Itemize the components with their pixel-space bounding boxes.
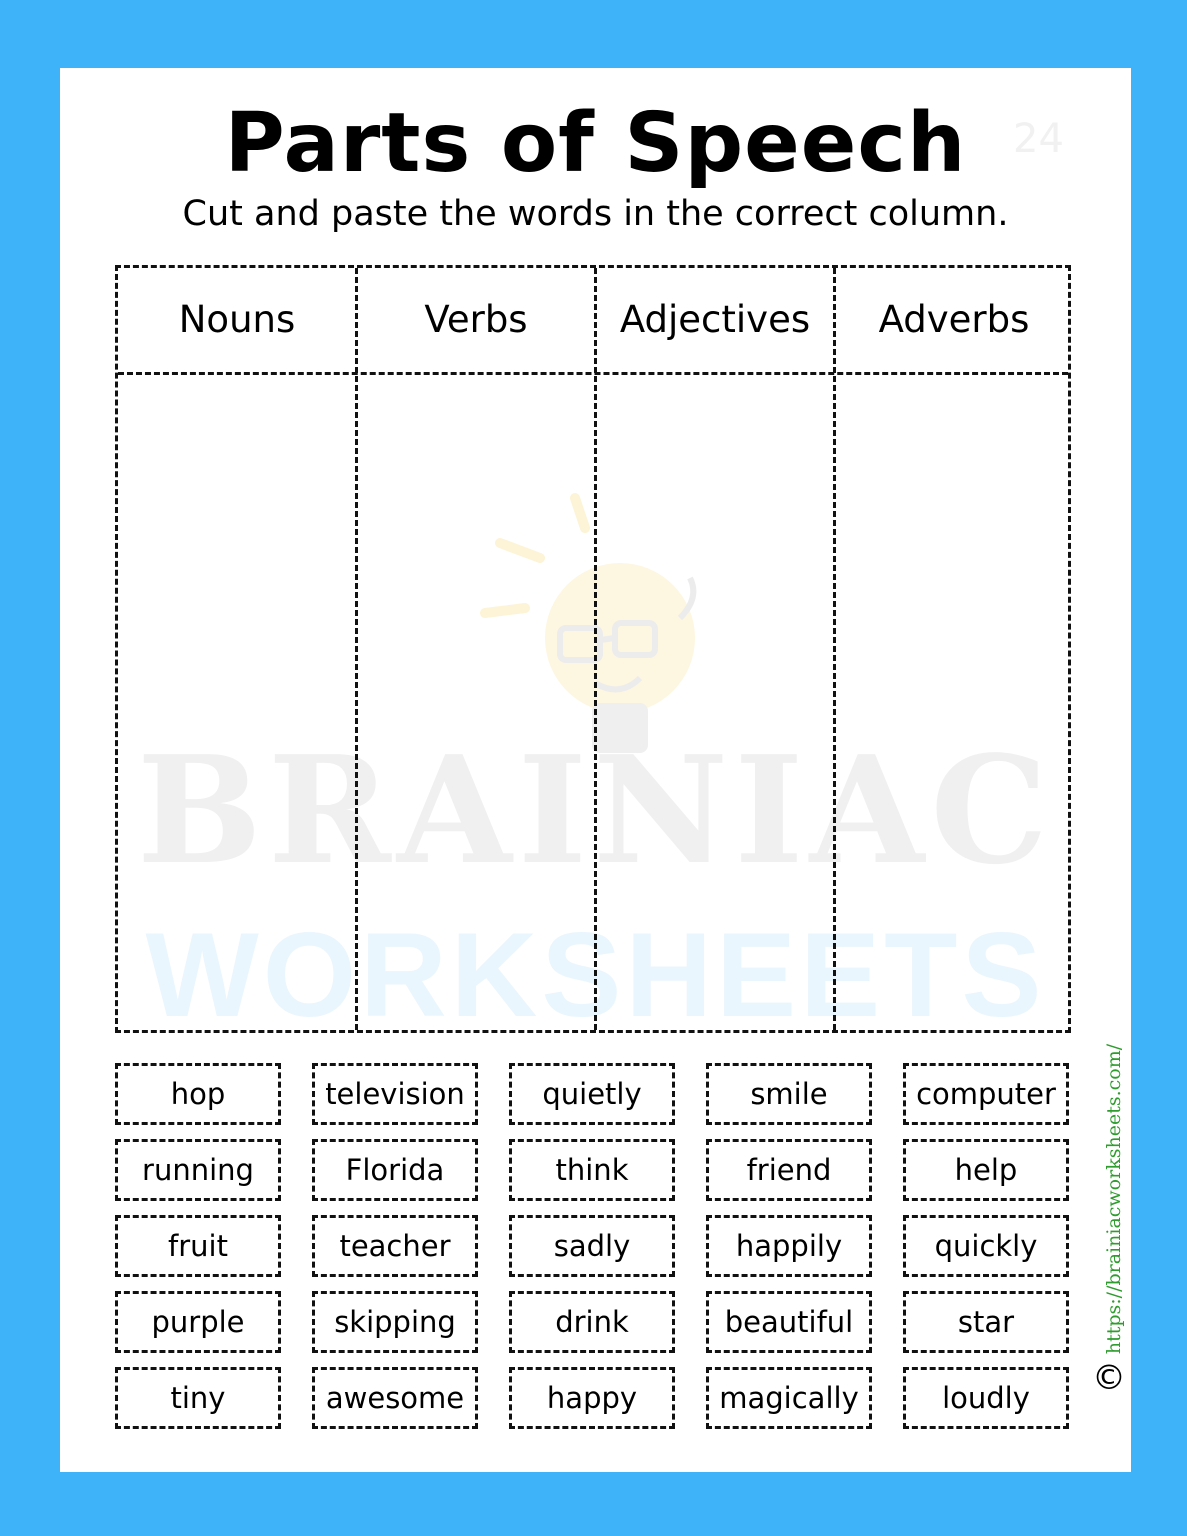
worksheet-page	[60, 68, 1131, 1472]
watermark-brainiac: BRAINIAC	[136, 723, 1055, 897]
word-card[interactable]: drink	[509, 1291, 675, 1353]
word-card[interactable]: friend	[706, 1139, 872, 1201]
word-card[interactable]: sadly	[509, 1215, 675, 1277]
word-card[interactable]: purple	[115, 1291, 281, 1353]
column-divider	[594, 268, 597, 1030]
column-header-adjectives: Adjectives	[619, 298, 811, 341]
word-card[interactable]: star	[903, 1291, 1069, 1353]
word-card[interactable]: happily	[706, 1215, 872, 1277]
word-card[interactable]: computer	[903, 1063, 1069, 1125]
word-card[interactable]: awesome	[312, 1367, 478, 1429]
word-card[interactable]: magically	[706, 1367, 872, 1429]
copyright-icon: ©	[1092, 1358, 1126, 1398]
word-card[interactable]: loudly	[903, 1367, 1069, 1429]
column-header-nouns: Nouns	[178, 298, 296, 341]
word-card[interactable]: quietly	[509, 1063, 675, 1125]
word-card[interactable]: tiny	[115, 1367, 281, 1429]
word-cards	[115, 1063, 1075, 1429]
word-card[interactable]: beautiful	[706, 1291, 872, 1353]
copyright-url: https://brainiacworksheets.com/	[1103, 1043, 1125, 1355]
word-card[interactable]: help	[903, 1139, 1069, 1201]
word-card[interactable]: quickly	[903, 1215, 1069, 1277]
page-title: Parts of Speech	[224, 96, 967, 191]
word-card[interactable]: happy	[509, 1367, 675, 1429]
column-header-verbs: Verbs	[424, 298, 528, 341]
word-card[interactable]: think	[509, 1139, 675, 1201]
header-divider	[118, 372, 1068, 375]
column-header-adverbs: Adverbs	[878, 298, 1030, 341]
word-card[interactable]: running	[115, 1139, 281, 1201]
word-card[interactable]: teacher	[312, 1215, 478, 1277]
instructions: Cut and paste the words in the correct column.	[182, 194, 1009, 234]
column-divider	[355, 268, 358, 1030]
column-divider	[833, 268, 836, 1030]
watermark-worksheets: WORKSHEETS	[145, 908, 1046, 1042]
copyright-notice	[1084, 1018, 1144, 1398]
sorting-table	[115, 265, 1071, 1033]
page-number: 24	[1013, 116, 1064, 162]
word-card[interactable]: skipping	[312, 1291, 478, 1353]
word-card[interactable]: hop	[115, 1063, 281, 1125]
word-card[interactable]: fruit	[115, 1215, 281, 1277]
word-card[interactable]: Florida	[312, 1139, 478, 1201]
word-card[interactable]: smile	[706, 1063, 872, 1125]
word-card[interactable]: television	[312, 1063, 478, 1125]
